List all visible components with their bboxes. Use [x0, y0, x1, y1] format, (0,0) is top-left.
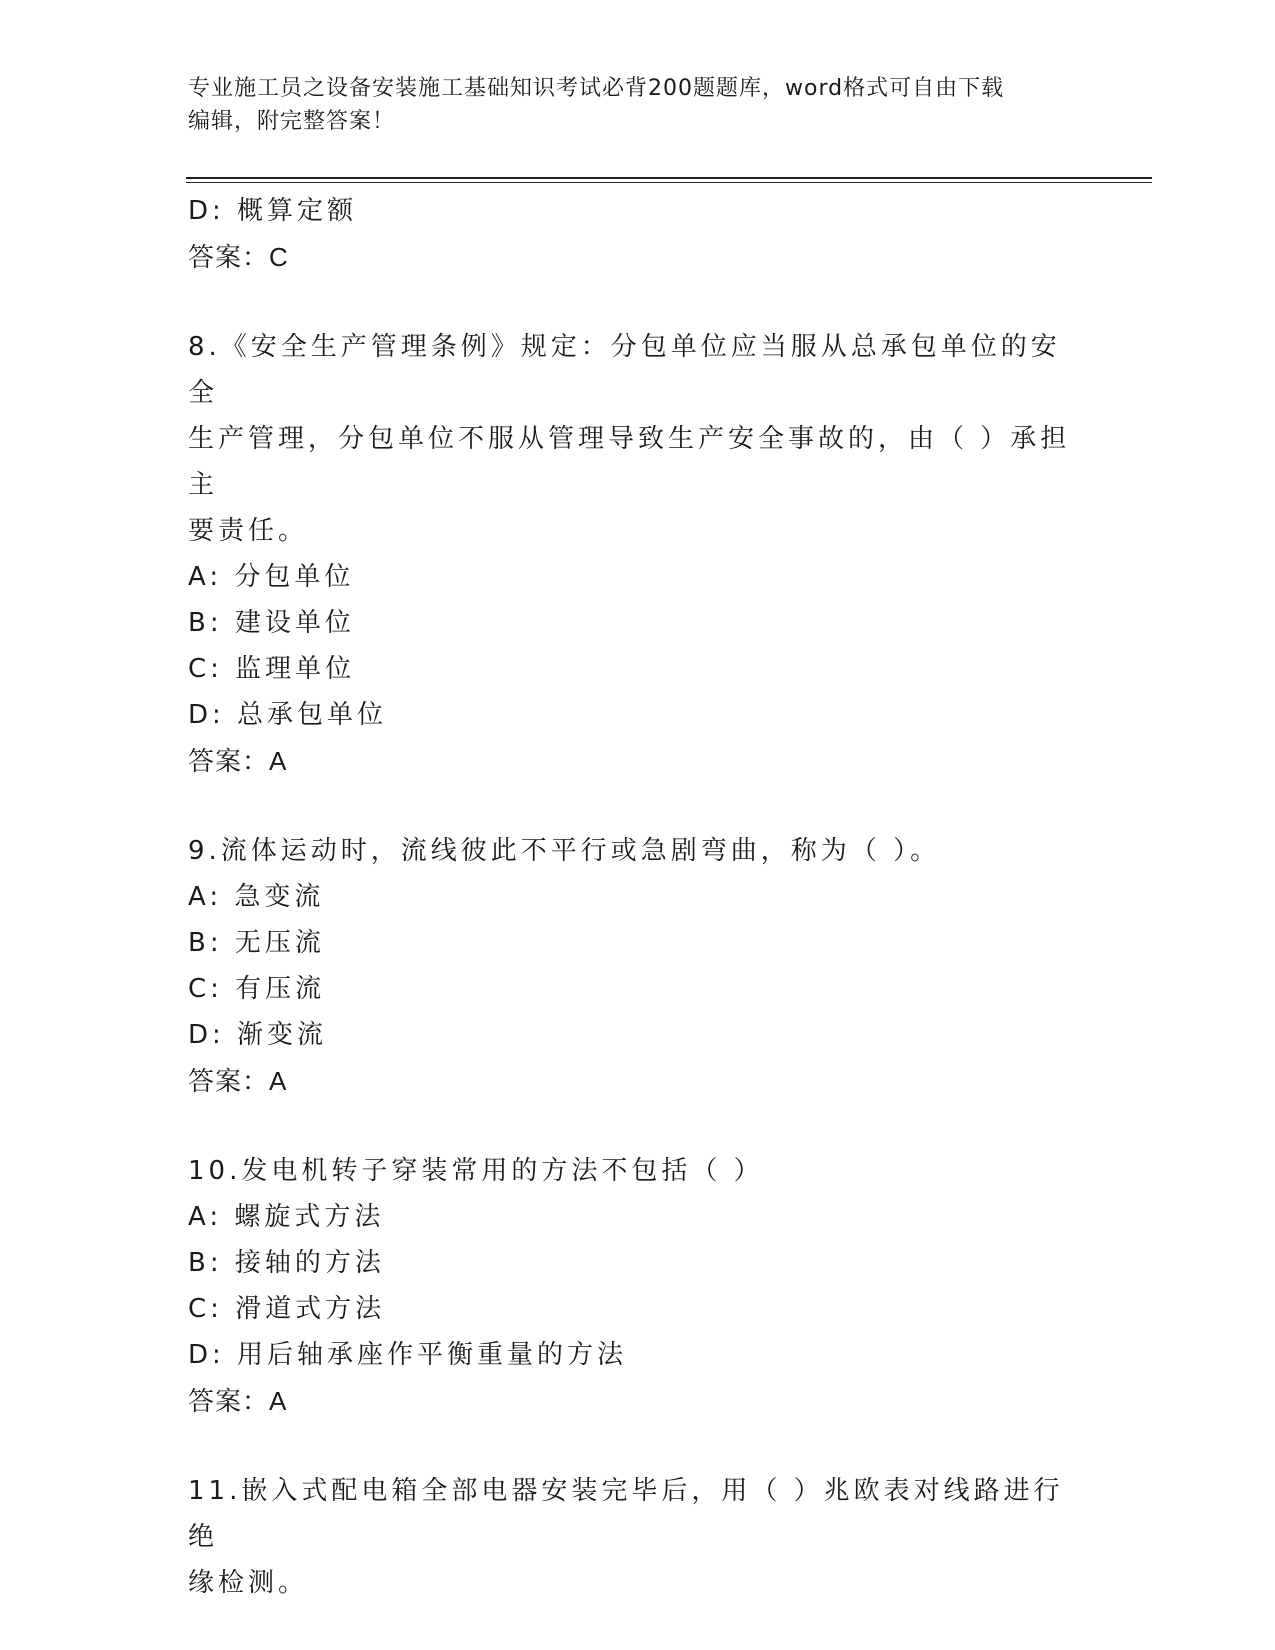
header-divider-thin: [186, 182, 1152, 183]
page-header: [188, 72, 1088, 138]
option-d: D: 总承包单位: [188, 700, 388, 730]
question-stem-line: 10.发电机转子穿装常用的方法不包括（ ）: [188, 1156, 764, 1186]
answer-line: 答案：A: [188, 746, 288, 776]
spacer: [188, 280, 1088, 324]
question-stem-line: 要责任。: [188, 516, 309, 546]
answer-line: 答案：C: [188, 242, 289, 272]
question-content: [188, 188, 1088, 1606]
question-stem-line: 11.嵌入式配电箱全部电器安装完毕后，用（ ）兆欧表对线路进行绝: [188, 1476, 1064, 1552]
option-c: C: 有压流: [188, 974, 326, 1004]
option-c: C: 滑道式方法: [188, 1294, 386, 1324]
option-d: D: 概算定额: [188, 196, 358, 226]
spacer: [188, 1104, 1088, 1148]
question-10: [188, 1148, 1088, 1424]
question-9: [188, 828, 1088, 1104]
option-a: A: 分包单位: [188, 562, 355, 592]
question-stem-line: 8.《安全生产管理条例》规定：分包单位应当服从总承包单位的安全: [188, 332, 1061, 408]
question-11: [188, 1468, 1088, 1606]
option-d: D: 用后轴承座作平衡重量的方法: [188, 1340, 628, 1370]
option-b: B: 接轴的方法: [188, 1248, 385, 1278]
header-line-2: 编辑，附完整答案！: [188, 109, 396, 134]
header-divider-thick: [186, 177, 1152, 179]
option-b: B: 建设单位: [188, 608, 355, 638]
option-a: A: 螺旋式方法: [188, 1202, 385, 1232]
option-d: D: 渐变流: [188, 1020, 328, 1050]
spacer: [188, 784, 1088, 828]
header-line-1: 专业施工员之设备安装施工基础知识考试必背200题题库，word格式可自由下载: [188, 76, 1005, 101]
answer-line: 答案：A: [188, 1386, 288, 1416]
question-stem-line: 缘检测。: [188, 1568, 309, 1598]
spacer: [188, 1424, 1088, 1468]
question-8: [188, 324, 1088, 784]
option-c: C: 监理单位: [188, 654, 356, 684]
option-b: B: 无压流: [188, 928, 325, 958]
question-stem-line: 9.流体运动时，流线彼此不平行或急剧弯曲，称为（ ）。: [188, 836, 941, 866]
option-a: A: 急变流: [188, 882, 325, 912]
question-stem-line: 生产管理，分包单位不服从管理导致生产安全事故的，由（ ）承担主: [188, 424, 1071, 500]
answer-line: 答案：A: [188, 1066, 288, 1096]
